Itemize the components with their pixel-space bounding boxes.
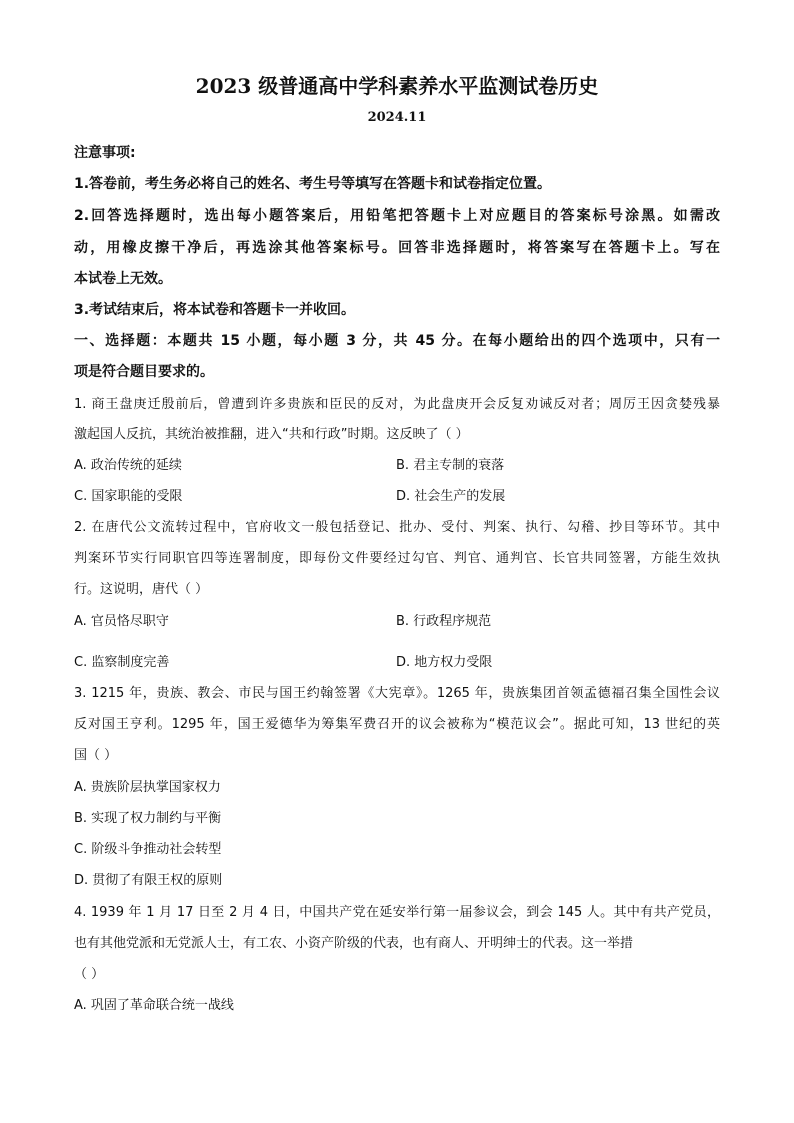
q3-option-d: D. 贯彻了有限王权的原则 [74,873,223,888]
note-2-line-1: 2.回答选择题时，选出每小题答案后，用铅笔把答题卡上对应题目的答案标号涂黑。如需改 [74,208,720,224]
note-3: 3.考试结束后，将本试卷和答题卡一并收回。 [74,302,356,318]
q2-stem-line-3: 行。这说明，唐代（ ） [74,582,209,597]
q3-option-a: A. 贵族阶层执掌国家权力 [74,780,221,795]
q1-option-a: A. 政治传统的延续 [74,458,182,473]
q2-stem-line-1: 2. 在唐代公文流转过程中，官府收文一般包括登记、批办、受付、判案、执行、勾稽、抄目等环节。其中 [74,520,720,535]
note-2-line-3: 本试卷上无效。 [74,271,172,287]
q1-stem-line-1: 1. 商王盘庚迁殷前后，曾遭到许多贵族和臣民的反对，为此盘庚开会反复劝诫反对者；周厉王因贪婪残暴 [74,397,720,412]
q1-option-b: B. 君主专制的衰落 [396,458,505,473]
q2-option-d: D. 地方权力受限 [396,655,493,670]
section-1-heading-line-2: 项是符合题目要求的。 [74,364,214,380]
q2-option-b: B. 行政程序规范 [396,614,492,629]
q1-option-d: D. 社会生产的发展 [396,489,506,504]
q4-stem-line-1: 4. 1939 年 1 月 17 日至 2 月 4 日，中国共产党在延安举行第一届参议会，到会 145 人。其中有共产党员， [74,905,720,920]
q1-stem-line-2: 激起国人反抗，其统治被推翻，进入“共和行政”时期。这反映了（ ） [74,427,469,442]
section-1-heading-line-1: 一、选择题：本题共 15 小题，每小题 3 分，共 45 分。在每小题给出的四个选项中，只有一 [74,333,720,349]
note-1: 1.答卷前，考生务必将自己的姓名、考生号等填写在答题卡和试卷指定位置。 [74,176,552,192]
q3-option-c: C. 阶级斗争推动社会转型 [74,842,222,857]
exam-date: 2024.11 [367,110,427,125]
q3-stem-line-3: 国（ ） [74,748,118,763]
q4-stem-line-3: （ ） [74,967,105,982]
q4-stem-line-2: 也有其他党派和无党派人士，有工农、小资产阶级的代表，也有商人、开明绅士的代表。这一举措 [74,936,634,951]
q2-option-a: A. 官员恪尽职守 [74,614,169,629]
q3-option-b: B. 实现了权力制约与平衡 [74,811,222,826]
q3-stem-line-2: 反对国王亨利。1295 年，国王爱德华为筹集军费召开的议会被称为“模范议会”。据此可知，13 世纪的英 [74,717,720,732]
notes-heading: 注意事项: [74,145,136,161]
q4-option-a: A. 巩固了革命联合统一战线 [74,998,234,1013]
q2-stem-line-2: 判案环节实行同职官四等连署制度，即每份文件要经过勾官、判官、通判官、长官共同签署，方能生效执 [74,551,720,566]
q3-stem-line-1: 3. 1215 年，贵族、教会、市民与国王约翰签署《大宪章》。1265 年，贵族集团首领孟德福召集全国性会议 [74,686,720,701]
note-2-line-2: 动，用橡皮擦干净后，再选涂其他答案标号。回答非选择题时，将答案写在答题卡上。写在 [74,240,720,256]
q1-option-c: C. 国家职能的受限 [74,489,183,504]
exam-title: 2023 级普通高中学科素养水平监测试卷历史 [195,74,599,98]
q2-option-c: C. 监察制度完善 [74,655,170,670]
